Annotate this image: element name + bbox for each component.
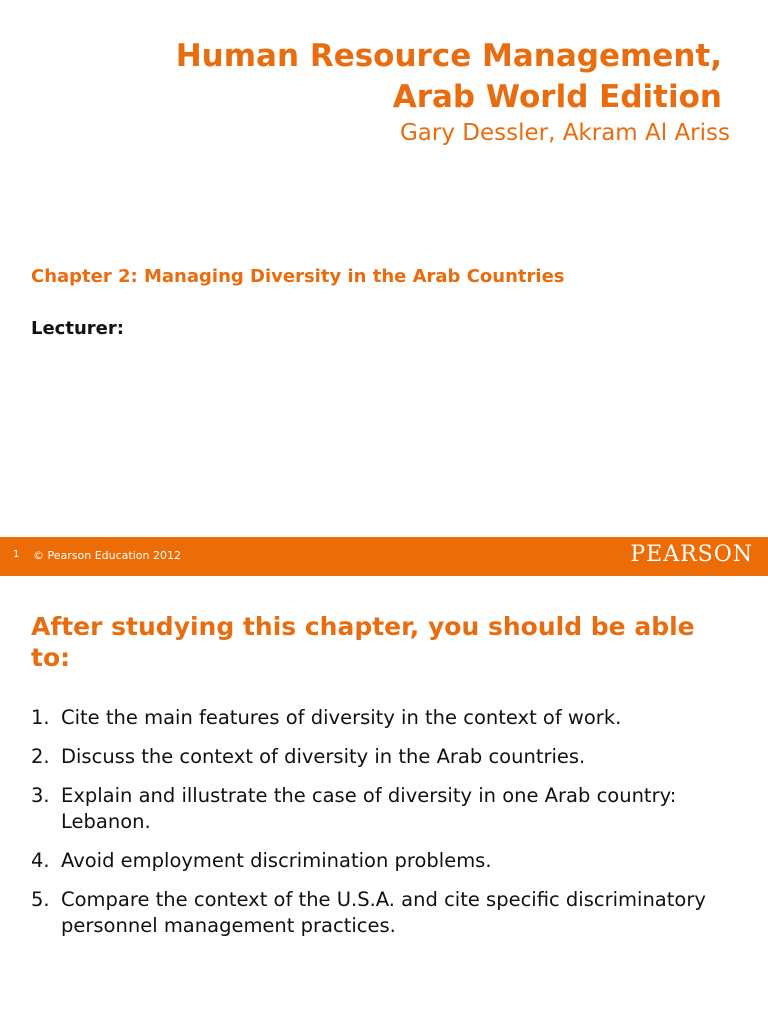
objectives-heading: After studying this chapter, you should be able to: [31,612,695,672]
lecturer-label: Lecturer: [31,318,124,339]
list-item-text: Explain and illustrate the case of diversity in one Arab country: Lebanon. [61,784,677,833]
list-item [31,744,731,770]
book-title-line-1: Human Resource Management, [175,38,722,74]
list-item-text: Compare the context of the U.S.A. and cite specific discriminatory personnel management practices. [61,888,706,937]
copyright-notice: © Pearson Education 2012 [33,549,181,562]
book-title-line-2: Arab World Edition [392,79,722,115]
list-item [31,783,731,835]
list-item [31,848,731,874]
list-item-text: Discuss the context of diversity in the Arab countries. [61,745,586,768]
list-item [31,887,731,939]
list-item [31,705,731,731]
book-authors: Gary Dessler, Akram Al Ariss [399,120,730,146]
list-item-text: Avoid employment discrimination problems. [61,849,492,872]
list-item-number: 1. [31,706,50,729]
list-item-number: 5. [31,888,50,911]
objectives-list [31,705,731,952]
footer-bar [0,537,768,576]
list-item-number: 4. [31,849,50,872]
list-item-number: 2. [31,745,50,768]
chapter-title: Chapter 2: Managing Diversity in the Arab Countries [31,266,565,287]
title-block [175,36,730,148]
slide-number: 1 [13,549,20,560]
list-item-text: Cite the main features of diversity in the context of work. [61,706,622,729]
list-item-number: 3. [31,784,50,807]
pearson-logo: PEARSON [630,542,753,567]
